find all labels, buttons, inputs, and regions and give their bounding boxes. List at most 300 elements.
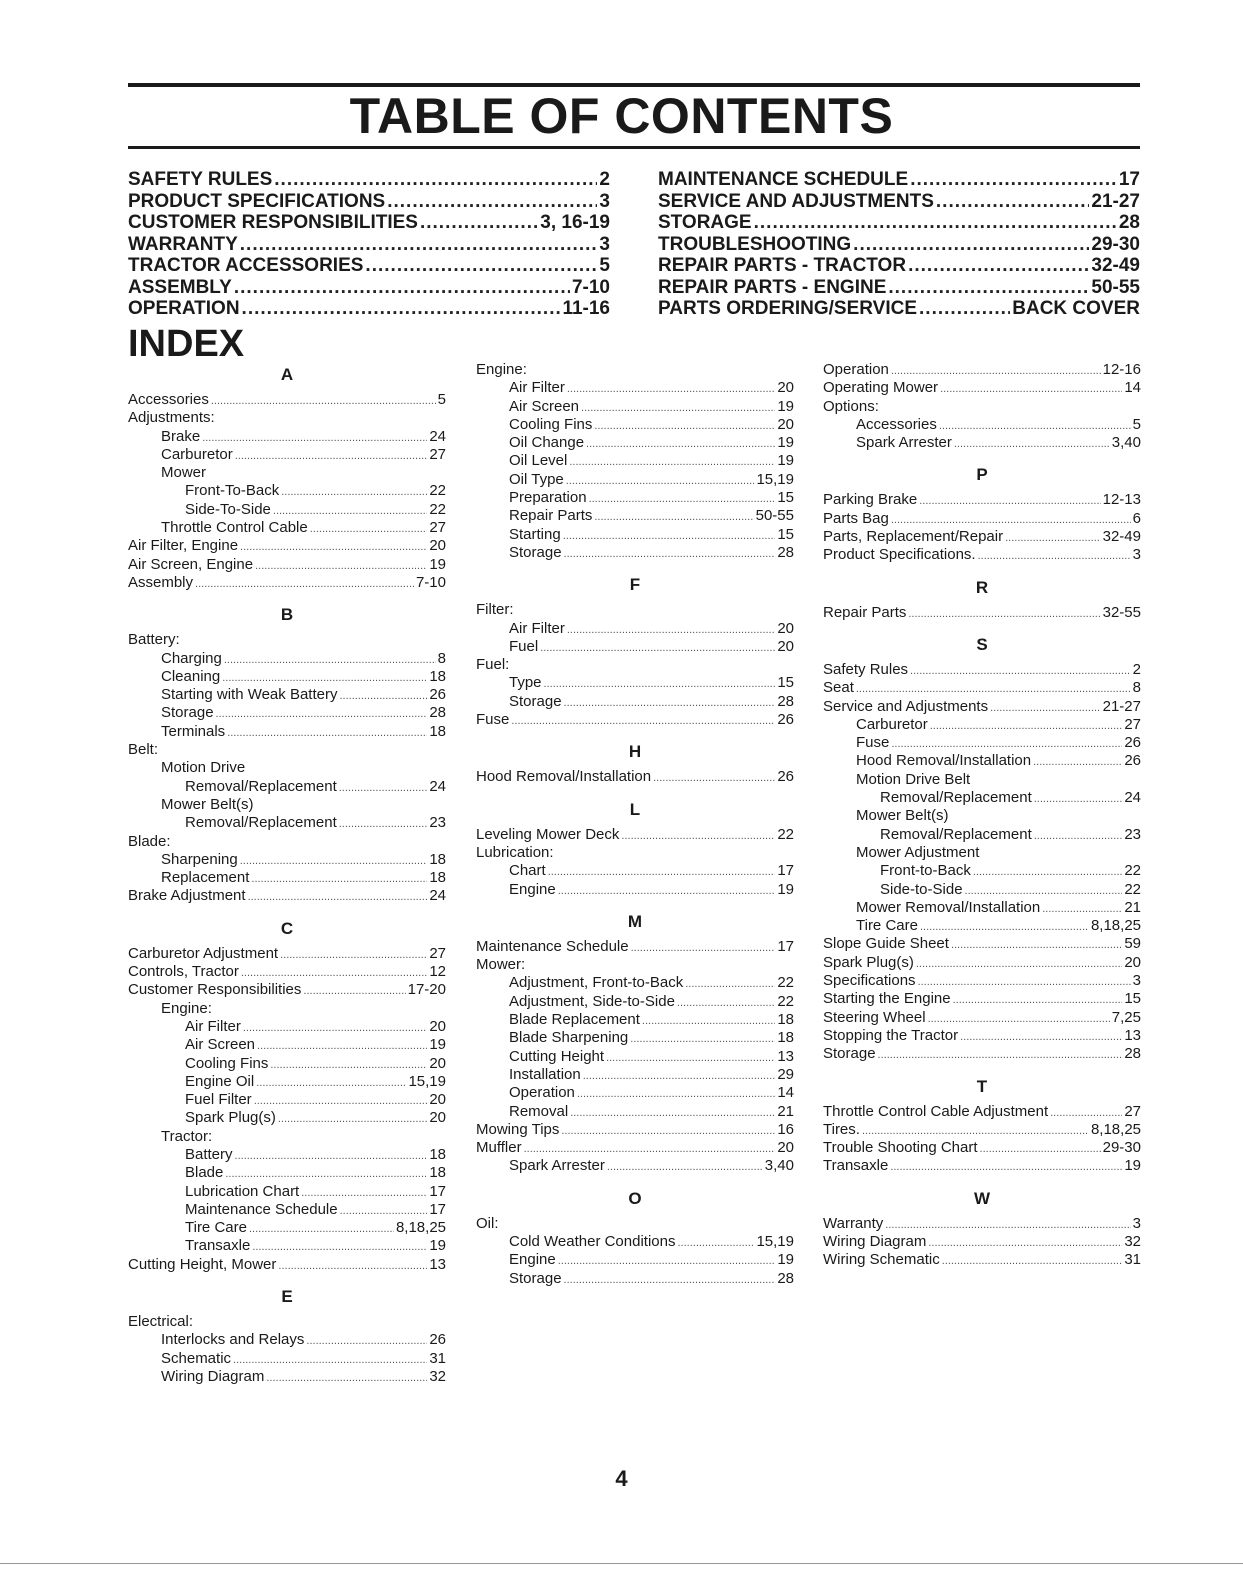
dot-leader — [677, 994, 775, 1012]
index-entry-label: Product Specifications. — [823, 546, 976, 564]
toc-entry-label: CUSTOMER RESPONSIBILITIES — [128, 212, 418, 233]
index-entry-label: Throttle Control Cable — [161, 519, 308, 537]
index-entry[interactable] — [823, 679, 1141, 697]
index-entry[interactable] — [128, 1256, 446, 1274]
index-entry[interactable] — [823, 1009, 1141, 1027]
dot-leader — [548, 863, 776, 881]
section-spacer — [128, 906, 446, 918]
index-entry-page: 18 — [777, 1029, 794, 1047]
index-entry-page: 18 — [429, 1145, 446, 1163]
dot-leader — [567, 621, 775, 639]
index-entry[interactable] — [476, 1157, 794, 1175]
index-entry-label: Cold Weather Conditions — [509, 1232, 676, 1250]
dot-leader — [885, 1216, 1130, 1234]
page-number: 4 — [615, 1466, 628, 1491]
index-entry-label: Operation — [823, 361, 889, 378]
index-entry[interactable] — [476, 638, 794, 656]
index-entry-label: Installation — [509, 1065, 581, 1083]
toc-right-column — [658, 169, 1140, 320]
index-entry-page: 29-30 — [1102, 1139, 1141, 1157]
index-entry[interactable] — [128, 1146, 446, 1164]
dot-leader — [257, 1037, 427, 1055]
index-entry[interactable] — [476, 507, 794, 525]
index-entry-label: Starting — [509, 525, 561, 543]
toc-entry[interactable] — [658, 277, 1140, 299]
index-entry[interactable] — [476, 1066, 794, 1084]
index-entry[interactable] — [128, 519, 446, 537]
index-entry-label: Blade: — [128, 832, 171, 850]
index-entry-page: 31 — [1124, 1251, 1141, 1269]
toc-entry-label: STORAGE — [658, 212, 752, 233]
index-entry[interactable] — [128, 537, 446, 555]
dot-leader — [243, 1019, 427, 1037]
index-entry[interactable] — [128, 814, 446, 832]
dot-leader — [754, 212, 1117, 234]
toc-entry-page: 29-30 — [1091, 233, 1140, 255]
index-entry[interactable] — [476, 1103, 794, 1121]
index-entry-label: Brake Adjustment — [128, 887, 246, 905]
index-entry[interactable] — [823, 826, 1141, 844]
index-entry-page: 15 — [777, 674, 794, 692]
section-spacer — [476, 787, 794, 799]
index-entry[interactable] — [128, 482, 446, 500]
index-entry[interactable] — [128, 686, 446, 704]
index-entry-label: Type — [509, 674, 542, 692]
index-entry-page: 3 — [1132, 1214, 1141, 1232]
index-letter-heading: B — [280, 605, 294, 625]
index-entry-page: 23 — [429, 814, 446, 832]
dot-leader — [365, 255, 597, 277]
index-entry-label: Storage — [509, 692, 562, 710]
dot-leader — [569, 453, 775, 471]
index-entry-page: 20 — [777, 415, 794, 433]
index-entry[interactable] — [128, 1331, 446, 1349]
index-entry-page: 31 — [429, 1349, 446, 1367]
dot-leader — [233, 1351, 427, 1369]
index-entry[interactable] — [476, 398, 794, 416]
index-entry[interactable] — [823, 954, 1141, 972]
index-entry[interactable] — [823, 972, 1141, 990]
index-entry[interactable] — [128, 428, 446, 446]
dot-leader — [606, 1049, 775, 1067]
index-entry — [128, 741, 446, 759]
index-entry[interactable] — [823, 1233, 1141, 1251]
index-column-1 — [128, 364, 446, 1386]
index-entry[interactable] — [476, 1121, 794, 1139]
index-entry[interactable] — [128, 668, 446, 686]
index-entry[interactable] — [823, 379, 1141, 397]
dot-leader — [339, 687, 427, 705]
index-entry — [128, 1313, 446, 1331]
index-entry[interactable] — [823, 510, 1141, 528]
index-entry[interactable] — [128, 1237, 446, 1255]
index-entry-label: Air Filter, Engine — [128, 537, 239, 555]
index-entry-label: Slope Guide Sheet — [823, 935, 949, 953]
index-entry[interactable] — [128, 1036, 446, 1054]
index-entry-page: 50-55 — [755, 507, 794, 525]
index-entry-page: 20 — [1124, 953, 1141, 971]
index-entry — [476, 601, 794, 619]
dot-leader — [928, 1010, 1110, 1028]
index-entry[interactable] — [128, 1368, 446, 1386]
index-entry[interactable] — [128, 1018, 446, 1036]
toc-entry[interactable] — [128, 191, 610, 213]
index-entry-label: Starting the Engine — [823, 990, 951, 1008]
index-entry[interactable] — [476, 1011, 794, 1029]
index-entry[interactable] — [128, 650, 446, 668]
index-entry[interactable] — [128, 1201, 446, 1219]
index-entry[interactable] — [823, 881, 1141, 899]
index-entry-label: Air Filter — [185, 1017, 241, 1035]
index-letter-heading: A — [280, 365, 294, 384]
dot-leader — [594, 508, 753, 526]
dot-leader — [939, 417, 1131, 435]
index-entry[interactable] — [823, 698, 1141, 716]
toc-entry[interactable] — [658, 212, 1140, 234]
index-entry[interactable] — [823, 1103, 1141, 1121]
dot-leader — [586, 435, 775, 453]
index-entry[interactable] — [476, 489, 794, 507]
index-entry-page: 23 — [1124, 825, 1141, 843]
index-entry-page: 3,40 — [1111, 434, 1141, 452]
index-entry-page: 21 — [777, 1102, 794, 1120]
index-entry-page: 19 — [777, 452, 794, 470]
toc-entry[interactable] — [128, 298, 610, 320]
index-entry[interactable] — [128, 1350, 446, 1368]
index-entry-label: Transaxle — [823, 1157, 889, 1175]
index-entry-label: Front-to-Back — [880, 862, 971, 880]
index-entry[interactable] — [128, 1164, 446, 1182]
dot-leader — [255, 557, 427, 575]
index-entry-label: Replacement — [161, 869, 250, 887]
index-entry — [128, 1000, 446, 1018]
index-entry-label: Steering Wheel — [823, 1008, 926, 1026]
index-entry[interactable] — [128, 963, 446, 981]
index-entry[interactable] — [128, 945, 446, 963]
index-entry-page: 20 — [429, 1017, 446, 1035]
dot-leader — [1033, 753, 1122, 771]
index-entry-label: Cleaning — [161, 667, 221, 685]
index-entry-page: 29 — [777, 1065, 794, 1083]
index-entry[interactable] — [476, 1139, 794, 1157]
index-entry-page: 7,25 — [1111, 1008, 1141, 1026]
index-entry-label: Electrical: — [128, 1313, 194, 1331]
index-entry[interactable] — [823, 604, 1141, 622]
index-entry[interactable] — [128, 1109, 446, 1127]
index-entry[interactable] — [823, 789, 1141, 807]
index-entry[interactable] — [476, 379, 794, 397]
index-entry[interactable] — [476, 620, 794, 638]
dot-leader — [653, 769, 775, 787]
index-entry-label: Trouble Shooting Chart — [823, 1139, 978, 1157]
dot-leader — [954, 435, 1110, 453]
toc-entry[interactable] — [128, 234, 610, 256]
index-entry-label: Terminals — [161, 722, 226, 740]
index-entry[interactable] — [823, 990, 1141, 1008]
dot-leader — [920, 918, 1089, 936]
toc-entry[interactable] — [658, 234, 1140, 256]
toc-entry[interactable] — [658, 169, 1140, 191]
index-entry-page: 28 — [429, 704, 446, 722]
index-entry-label: Customer Responsibilities — [128, 981, 302, 999]
index-entry[interactable] — [823, 416, 1141, 434]
index-entry-label: Blade Sharpening — [509, 1029, 629, 1047]
index-entry[interactable] — [823, 1215, 1141, 1233]
dot-leader — [581, 399, 775, 417]
index-entry — [823, 807, 1141, 825]
index-entry-label: Air Filter — [509, 379, 565, 397]
index-entry[interactable] — [823, 716, 1141, 734]
toc-entry-page: 3, 16-19 — [540, 212, 610, 233]
index-entry — [128, 796, 446, 814]
index-entry[interactable] — [823, 752, 1141, 770]
index-entry-page: 28 — [777, 1269, 794, 1287]
index-entry-label: Controls, Tractor — [128, 963, 239, 981]
index-entry[interactable] — [476, 471, 794, 489]
index-entry-page: 19 — [429, 1036, 446, 1054]
index-entry[interactable] — [476, 711, 794, 729]
index-entry[interactable] — [476, 434, 794, 452]
index-entry[interactable] — [823, 1027, 1141, 1045]
toc-entry-label: OPERATION — [128, 298, 240, 319]
index-entry[interactable] — [476, 1029, 794, 1047]
index-entry-label: Spark Plug(s) — [823, 953, 914, 971]
dot-leader — [281, 483, 427, 501]
dot-leader — [274, 169, 597, 191]
toc-entry-label: PRODUCT SPECIFICATIONS — [128, 190, 386, 212]
index-entry[interactable] — [476, 452, 794, 470]
index-letter-heading: H — [628, 742, 642, 762]
index-entry-label: Carburetor — [161, 445, 233, 463]
toc-entry[interactable] — [128, 212, 610, 234]
section-spacer — [823, 1064, 1141, 1076]
index-entry[interactable] — [476, 1048, 794, 1066]
index-entry[interactable] — [128, 1219, 446, 1237]
dot-leader — [930, 717, 1123, 735]
index-entry-label: Options: — [823, 397, 879, 415]
dot-leader — [558, 1252, 776, 1270]
index-entry-label: Side-To-Side — [185, 500, 271, 518]
index-entry[interactable] — [128, 391, 446, 409]
index-entry[interactable] — [128, 501, 446, 519]
index-entry[interactable] — [823, 917, 1141, 935]
index-entry[interactable] — [823, 546, 1141, 564]
index-entry-page: 8,18,25 — [1090, 917, 1141, 935]
dot-leader — [980, 1140, 1101, 1158]
index-letter-heading: O — [628, 1188, 642, 1208]
index-entry-label: Operating Mower — [823, 379, 939, 397]
toc-entry[interactable] — [128, 277, 610, 299]
dot-leader — [853, 234, 1089, 256]
index-entry[interactable] — [823, 361, 1141, 379]
index-entry-label: Fuel — [509, 637, 539, 655]
dot-leader — [387, 191, 597, 213]
index-entry-label: Repair Parts — [823, 603, 907, 621]
index-entry[interactable] — [128, 887, 446, 905]
index-entry[interactable] — [823, 1251, 1141, 1269]
dot-leader — [266, 1369, 427, 1387]
index-entry-page: 17 — [429, 1182, 446, 1200]
index-entry-label: Battery: — [128, 631, 180, 649]
section-spacer — [476, 899, 794, 911]
index-entry-label: Warranty — [823, 1214, 884, 1232]
index-entry[interactable] — [823, 1157, 1141, 1175]
dot-leader — [916, 955, 1122, 973]
dot-leader — [278, 1257, 427, 1275]
index-entry[interactable] — [823, 899, 1141, 917]
index-entry-label: Tires. — [823, 1120, 860, 1138]
index-column-2 — [476, 361, 794, 1288]
index-entry[interactable] — [476, 544, 794, 562]
index-entry[interactable] — [128, 446, 446, 464]
index-entry-page: 3 — [1132, 972, 1141, 990]
index-entry-label: Lubrication: — [476, 843, 554, 861]
toc-entry-page: 5 — [599, 255, 610, 276]
dot-leader — [340, 1202, 428, 1220]
index-entry[interactable] — [128, 723, 446, 741]
index-entry[interactable] — [476, 416, 794, 434]
index-entry[interactable] — [823, 491, 1141, 509]
index-entry[interactable] — [128, 869, 446, 887]
index-entry-label: Repair Parts — [509, 507, 593, 525]
index-entry[interactable] — [476, 993, 794, 1011]
index-entry-page: 17 — [777, 862, 794, 880]
index-entry[interactable] — [823, 434, 1141, 452]
index-entry[interactable] — [128, 1183, 446, 1201]
index-entry[interactable] — [476, 768, 794, 786]
toc-entry-page: 3 — [599, 233, 610, 255]
index-entry[interactable] — [476, 1084, 794, 1102]
index-entry-page: 32 — [429, 1367, 446, 1385]
toc-entry[interactable] — [658, 191, 1140, 213]
toc-entry[interactable] — [658, 255, 1140, 277]
index-entry-label: Removal/Replacement — [880, 789, 1032, 807]
index-entry[interactable] — [823, 1139, 1141, 1157]
index-entry[interactable] — [823, 734, 1141, 752]
index-entry — [128, 1128, 446, 1146]
index-entry[interactable] — [823, 528, 1141, 546]
index-entry[interactable] — [128, 851, 446, 869]
dot-leader — [511, 712, 775, 730]
index-entry-page: 19 — [429, 1237, 446, 1255]
index-column-3 — [823, 361, 1141, 1270]
index-entry[interactable] — [476, 1233, 794, 1251]
index-entry-label: Engine: — [161, 999, 212, 1017]
index-entry-page: 16 — [777, 1120, 794, 1138]
index-entry-page: 22 — [429, 482, 446, 500]
dot-leader — [524, 1140, 776, 1158]
index-entry[interactable] — [476, 1270, 794, 1288]
index-entry[interactable] — [476, 1251, 794, 1269]
dot-leader — [558, 882, 776, 900]
toc-entry[interactable] — [658, 298, 1140, 320]
index-entry-label: Removal/Replacement — [185, 814, 337, 832]
index-entry[interactable] — [128, 704, 446, 722]
section-spacer — [476, 729, 794, 741]
index-entry[interactable] — [823, 1045, 1141, 1063]
index-entry-label: Preparation — [509, 489, 587, 507]
toc-entry-label: MAINTENANCE SCHEDULE — [658, 169, 909, 190]
index-entry-label: Storage — [161, 704, 214, 722]
index-entry[interactable] — [476, 881, 794, 899]
dot-leader — [544, 675, 776, 693]
index-entry-label: Transaxle — [185, 1237, 251, 1255]
index-entry[interactable] — [128, 1073, 446, 1091]
dot-leader — [856, 680, 1131, 698]
index-entry-label: Lubrication Chart — [185, 1182, 300, 1200]
dot-leader — [607, 1158, 763, 1176]
dot-leader — [561, 1122, 775, 1140]
index-entry-label: Sharpening — [161, 850, 238, 868]
toc-title: TABLE OF CONTENTS — [349, 88, 894, 144]
index-entry-label: Belt: — [128, 741, 159, 759]
dot-leader — [227, 724, 427, 742]
dot-leader — [862, 1122, 1089, 1140]
index-entry[interactable] — [823, 1121, 1141, 1139]
dot-leader — [241, 964, 427, 982]
index-entry[interactable] — [476, 674, 794, 692]
toc-entry-page: 28 — [1118, 212, 1140, 233]
toc-entry-label: WARRANTY — [128, 233, 238, 255]
index-entry[interactable] — [128, 556, 446, 574]
index-entry — [128, 409, 446, 427]
index-entry-label: Cutting Height, Mower — [128, 1255, 277, 1273]
index-entry[interactable] — [128, 574, 446, 592]
index-entry[interactable] — [128, 1055, 446, 1073]
dot-leader — [240, 852, 428, 870]
index-entry — [476, 956, 794, 974]
index-entry-label: Mower: — [476, 956, 526, 974]
index-entry-page: 18 — [777, 1011, 794, 1029]
dot-leader — [270, 1056, 427, 1074]
index-entry[interactable] — [476, 862, 794, 880]
index-entry — [476, 1215, 794, 1233]
index-entry-page: 17 — [777, 937, 794, 955]
index-entry[interactable] — [128, 1091, 446, 1109]
index-entry-page: 22 — [777, 825, 794, 843]
toc-entry[interactable] — [128, 169, 610, 191]
toc-entry-page: 32-49 — [1091, 255, 1140, 276]
dot-leader — [211, 392, 436, 410]
dot-leader — [252, 1238, 427, 1256]
index-entry[interactable] — [476, 974, 794, 992]
index-entry-label: Spark Plug(s) — [185, 1109, 276, 1127]
index-entry-page: 15,19 — [408, 1072, 446, 1090]
index-entry[interactable] — [823, 661, 1141, 679]
index-entry-label: Storage — [509, 543, 562, 561]
index-entry[interactable] — [476, 938, 794, 956]
toc-entry-page: 3 — [599, 190, 610, 212]
toc-entry[interactable] — [128, 255, 610, 277]
index-entry-page: 15,19 — [756, 1232, 794, 1250]
index-entry[interactable] — [476, 526, 794, 544]
index-entry-label: Wiring Diagram — [161, 1367, 265, 1385]
index-entry-page: 15 — [777, 525, 794, 543]
index-entry[interactable] — [128, 981, 446, 999]
index-entry[interactable] — [476, 693, 794, 711]
section-spacer — [128, 592, 446, 604]
index-entry-label: Carburetor Adjustment — [128, 944, 279, 962]
index-entry[interactable] — [128, 778, 446, 796]
index-entry[interactable] — [823, 935, 1141, 953]
index-entry-label: Starting with Weak Battery — [161, 686, 338, 704]
index-entry[interactable] — [476, 826, 794, 844]
dot-leader — [240, 234, 598, 256]
dot-leader — [960, 1028, 1122, 1046]
index-entry[interactable] — [823, 862, 1141, 880]
index-entry-page: 13 — [777, 1047, 794, 1065]
index-entry-page: 3,40 — [764, 1157, 794, 1175]
